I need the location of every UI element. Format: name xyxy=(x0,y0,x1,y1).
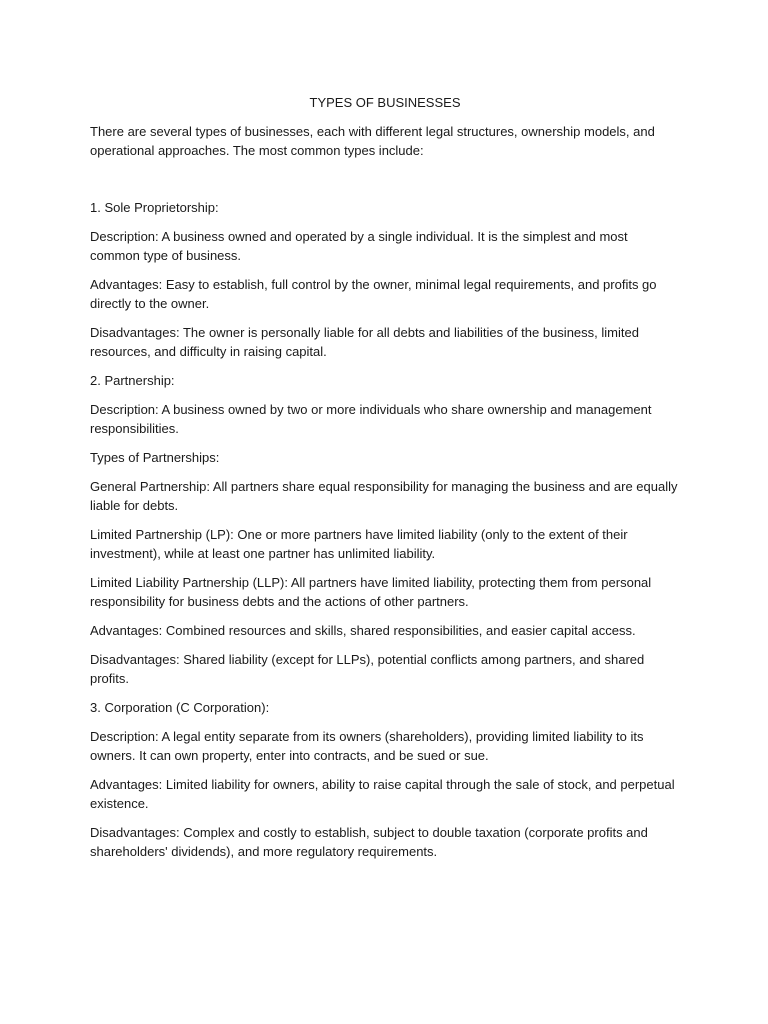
partnership-disadvantages: Disadvantages: Shared liability (except for LLPs), potential conflicts among partners, and shared profits. xyxy=(90,652,645,686)
partnership-types-heading: Types of Partnerships: xyxy=(90,450,220,465)
llp-paragraph: Limited Liability Partnership (LLP): All partners have limited liability, protecting them from personal responsibility for business debts and the actions of other partners. xyxy=(90,575,652,609)
document-title: TYPES OF BUSINESSES xyxy=(309,95,461,110)
limited-partnership-paragraph: Limited Partnership (LP): One or more partners have limited liability (only to the extent of their investment), while at least one partner has unlimited liability. xyxy=(90,527,628,561)
corporation-advantages: Advantages: Limited liability for owners, ability to raise capital through the sale of stock, and perpetual existence. xyxy=(90,777,675,811)
partnership-description: Description: A business owned by two or more individuals who share ownership and management responsibilities. xyxy=(90,402,652,436)
sole-proprietorship-advantages: Advantages: Easy to establish, full control by the owner, minimal legal requirements, and profits go directly to the owner. xyxy=(90,277,657,311)
section-heading-sole-proprietorship: 1. Sole Proprietorship: xyxy=(90,200,219,215)
corporation-description: Description: A legal entity separate from its owners (shareholders), providing limited liability to its owners. It can own property, enter into contracts, and be sued or sue. xyxy=(90,729,644,763)
section-heading-corporation: 3. Corporation (C Corporation): xyxy=(90,700,270,715)
corporation-disadvantages: Disadvantages: Complex and costly to establish, subject to double taxation (corporate profits and shareholders' dividends), and more regulatory requirements. xyxy=(90,825,648,859)
document-body xyxy=(90,93,680,871)
sole-proprietorship-description: Description: A business owned and operated by a single individual. It is the simplest and most common type of business. xyxy=(90,229,628,263)
section-heading-partnership: 2. Partnership: xyxy=(90,373,175,388)
partnership-advantages: Advantages: Combined resources and skills, shared responsibilities, and easier capital access. xyxy=(90,623,636,638)
sole-proprietorship-disadvantages: Disadvantages: The owner is personally liable for all debts and liabilities of the business, limited resources, and difficulty in raising capital. xyxy=(90,325,639,359)
general-partnership-paragraph: General Partnership: All partners share equal responsibility for managing the business and are equally liable for debts. xyxy=(90,479,678,513)
intro-paragraph: There are several types of businesses, each with different legal structures, ownership models, and operational approaches. The most common types include: xyxy=(90,124,655,158)
